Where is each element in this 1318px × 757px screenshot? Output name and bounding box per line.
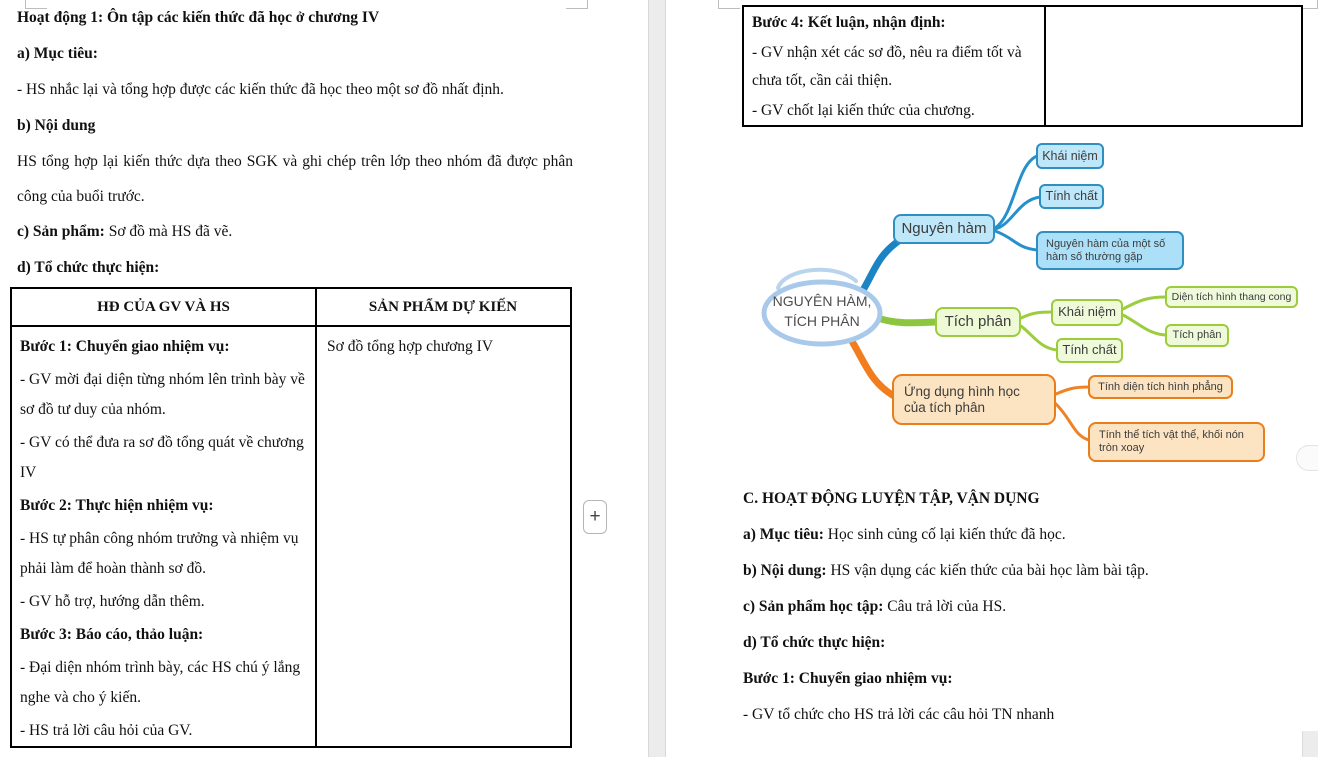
step-3-item-1: - Đại diện nhóm trình bày, các HS chú ý lắng nghe và cho ý kiến.: [20, 659, 301, 706]
table-cell-product: [317, 327, 569, 746]
branch-line-blue: [995, 156, 1037, 228]
text-boundary-mark: [718, 0, 740, 9]
mindmap-node-tich-phan[interactable]: Tích phân: [935, 307, 1021, 337]
plus-icon: +: [589, 506, 601, 527]
step-4-item-1: - GV nhận xét các sơ đồ, nêu ra điểm tốt và chưa tốt, cần cải thiện.: [752, 44, 1022, 89]
to-chuc-label: d) Tổ chức thực hiện:: [17, 259, 160, 276]
branch-line-green: [1021, 312, 1052, 318]
add-button[interactable]: [583, 500, 607, 534]
step-1-item-2: - GV có thể đưa ra sơ đồ tổng quát về chương IV: [20, 434, 304, 481]
mindmap-node-khai-niem-green[interactable]: Khái niệm: [1051, 299, 1123, 326]
step-2-item-2: - GV hỗ trợ, hướng dẫn thêm.: [20, 593, 205, 610]
section-c-c-label: c) Sản phẩm học tập:: [743, 598, 884, 615]
step-4-label: Bước 4: Kết luận, nhận định:: [752, 14, 946, 31]
san-pham-line: [17, 214, 573, 250]
mindmap-node-khai-niem-blue[interactable]: Khái niệm: [1036, 143, 1104, 169]
table-header-san-pham: SẢN PHẨM DỰ KIẾN: [368, 298, 518, 315]
san-pham-text: Sơ đồ mà HS đã vẽ.: [104, 223, 233, 240]
step-4-table: [742, 5, 1303, 127]
mindmap-node-ung-dung-hinh-hoc[interactable]: Ứng dụng hình học của tích phân: [892, 374, 1056, 425]
branch-line-green: [878, 318, 936, 323]
noi-dung-label: b) Nội dung: [17, 117, 96, 134]
section-c-b-text: HS vận dụng các kiến thức của bài học làm bài tập.: [826, 562, 1149, 579]
mindmap-node-dien-tich-hinh-thang-cong[interactable]: Diện tích hình thang cong: [1165, 286, 1298, 308]
mindmap-node-nguyen-ham[interactable]: Nguyên hàm: [893, 214, 995, 244]
branch-line-orange: [1056, 387, 1089, 394]
section-c-c-text: Câu trả lời của HS.: [883, 598, 1007, 615]
table-cell-step-4: [744, 7, 1046, 125]
muc-tieu-item: - HS nhắc lại và tổng hợp được các kiến thức đã học theo một sơ đồ nhất định.: [17, 81, 504, 98]
section-c-step1-label: Bước 1: Chuyển giao nhiệm vụ:: [743, 670, 953, 687]
branch-line-green: [1123, 315, 1166, 335]
step-3-label: Bước 3: Báo cáo, thảo luận:: [20, 626, 204, 643]
gv-hs-table: [10, 287, 572, 748]
side-panel-tab[interactable]: [1296, 445, 1318, 471]
mindmap-node-tinh-the-tich[interactable]: Tính thể tích vật thể, khối nón tròn xoay: [1088, 422, 1265, 462]
section-c-b-label: b) Nội dung:: [743, 562, 827, 579]
mindmap-node-tinh-dien-tich[interactable]: Tính diện tích hình phẳng: [1088, 375, 1233, 399]
mindmap-root-line1: NGUYÊN HÀM,: [772, 293, 872, 309]
section-c-b: [743, 553, 1303, 589]
section-c-a-text: Học sinh củng cố lại kiến thức đã học.: [823, 526, 1066, 543]
step-2-label: Bước 2: Thực hiện nhiệm vụ:: [20, 497, 214, 514]
section-c-a-label: a) Mục tiêu:: [743, 526, 824, 543]
mindmap-node-nguyen-ham-thuong-gap[interactable]: Nguyên hàm của một số hàm số thường gặp: [1036, 231, 1184, 270]
table-cell-empty: [1046, 7, 1301, 125]
step-4-item-2: - GV chốt lại kiến thức của chương.: [752, 102, 975, 119]
step-1-label: Bước 1: Chuyển giao nhiệm vụ:: [20, 338, 230, 355]
step-3-item-2: - HS trả lời câu hỏi của GV.: [20, 722, 193, 739]
noi-dung-text: HS tổng hợp lại kiến thức dựa theo SGK và ghi chép trên lớp theo nhóm đã được phân công của buổi trước.: [17, 153, 573, 205]
branch-line-blue: [995, 231, 1037, 250]
branch-line-orange: [1056, 404, 1089, 440]
activity-heading: Hoạt động 1: Ôn tập các kiến thức đã học ở chương IV: [17, 9, 380, 26]
muc-tieu-label: a) Mục tiêu:: [17, 45, 98, 62]
section-c-c: [743, 589, 1303, 625]
step-1-item-1: - GV mời đại diện từng nhóm lên trình bày về sơ đồ tư duy của nhóm.: [20, 371, 305, 418]
branch-line-orange: [850, 338, 894, 396]
branch-line-blue: [995, 197, 1040, 229]
page-corner-shadow: [1302, 731, 1318, 757]
section-c-step1-item: - GV tổ chức cho HS trả lời các câu hỏi TN nhanh: [743, 706, 1055, 723]
mindmap-node-tinh-chat-blue[interactable]: Tính chất: [1039, 184, 1104, 209]
table-body-row: [744, 7, 1301, 125]
mindmap-node-tinh-chat-green[interactable]: Tính chất: [1056, 338, 1123, 363]
san-pham-label: c) Sản phẩm:: [17, 223, 105, 240]
right-page-text: [743, 481, 1303, 733]
section-c-heading: C. HOẠT ĐỘNG LUYỆN TẬP, VẬN DỤNG: [743, 490, 1040, 507]
branch-line-blue: [862, 240, 900, 292]
section-c-a: [743, 517, 1303, 553]
section-c-d-label: d) Tổ chức thực hiện:: [743, 634, 886, 651]
mindmap-root-line2: TÍCH PHÂN: [784, 313, 860, 329]
mindmap-root[interactable]: [770, 291, 874, 331]
table-header-gv-hs: HĐ CỦA GV VÀ HS: [12, 289, 317, 325]
left-page-text: [17, 0, 573, 286]
branch-line-green: [1123, 297, 1166, 309]
expected-product: Sơ đồ tổng hợp chương IV: [327, 338, 494, 355]
table-header-row: [12, 289, 570, 327]
table-cell-activities: [12, 327, 317, 746]
mindmap-node-tich-phan-leaf[interactable]: Tích phân: [1165, 324, 1229, 347]
branch-line-green: [1021, 326, 1057, 350]
step-2-item-1: - HS tự phân công nhóm trưởng và nhiệm vụ phải làm để hoàn thành sơ đồ.: [20, 530, 299, 577]
table-body-row: [12, 327, 570, 746]
